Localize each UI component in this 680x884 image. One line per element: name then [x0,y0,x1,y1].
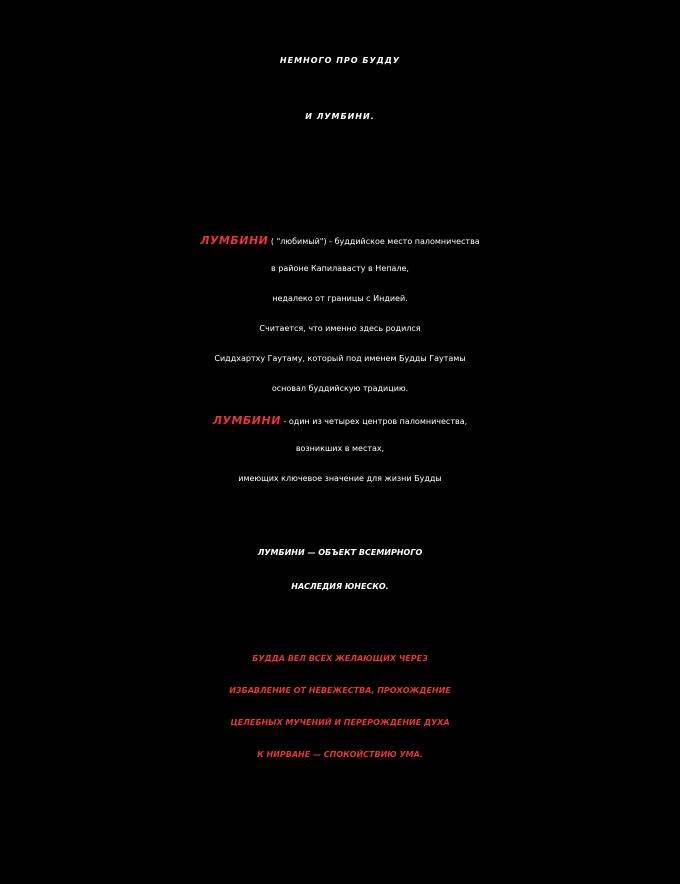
intro-line-4: Считается, что именно здесь родился [259,324,421,333]
buddha-line-2: ИЗБАВЛЕНИЕ ОТ НЕВЕЖЕСТВА, ПРОХОЖДЕНИЕ [229,686,451,695]
centers-line-3: имеющих ключевое значение для жизни Будды [238,474,442,483]
centers-line-1 [0,414,680,427]
centers-line-1-rest: - один из четырех центров паломничества, [280,417,468,426]
title-line-2: И ЛУМБИНИ. [305,112,375,121]
title-line-1: НЕМНОГО ПРО БУДДУ [279,56,401,65]
intro-line-5: Сиддхартху Гаутаму, который под именем Будды Гаутамы [214,354,466,363]
intro-lead-word: ЛУМБИНИ [200,234,269,247]
buddha-line-4: К НИРВАНЕ — СПОКОЙСТВИЮ УМА. [257,750,423,759]
unesco-line-1: ЛУМБИНИ — ОБЪЕКТ ВСЕМИРНОГО [257,548,423,557]
buddha-line-1: БУДДА ВЕЛ ВСЕХ ЖЕЛАЮЩИХ ЧЕРЕЗ [252,654,428,663]
unesco-line-2: НАСЛЕДИЯ ЮНЕСКО. [291,582,389,591]
intro-line-2: в районе Капилавасту в Непале, [271,264,409,273]
intro-line-6: основал буддийскую традицию. [271,384,409,393]
intro-line-3: недалеко от границы с Индией. [272,294,408,303]
intro-line-1-rest: ( "любимый") - буддийское место паломничества [268,237,480,246]
centers-lead-word: ЛУМБИНИ [212,414,281,427]
buddha-line-3: ЦЕЛЕБНЫХ МУЧЕНИЙ И ПЕРЕРОЖДЕНИЕ ДУХА [230,718,450,727]
centers-line-2: возникших в местах, [295,444,385,453]
intro-line-1 [0,234,680,247]
